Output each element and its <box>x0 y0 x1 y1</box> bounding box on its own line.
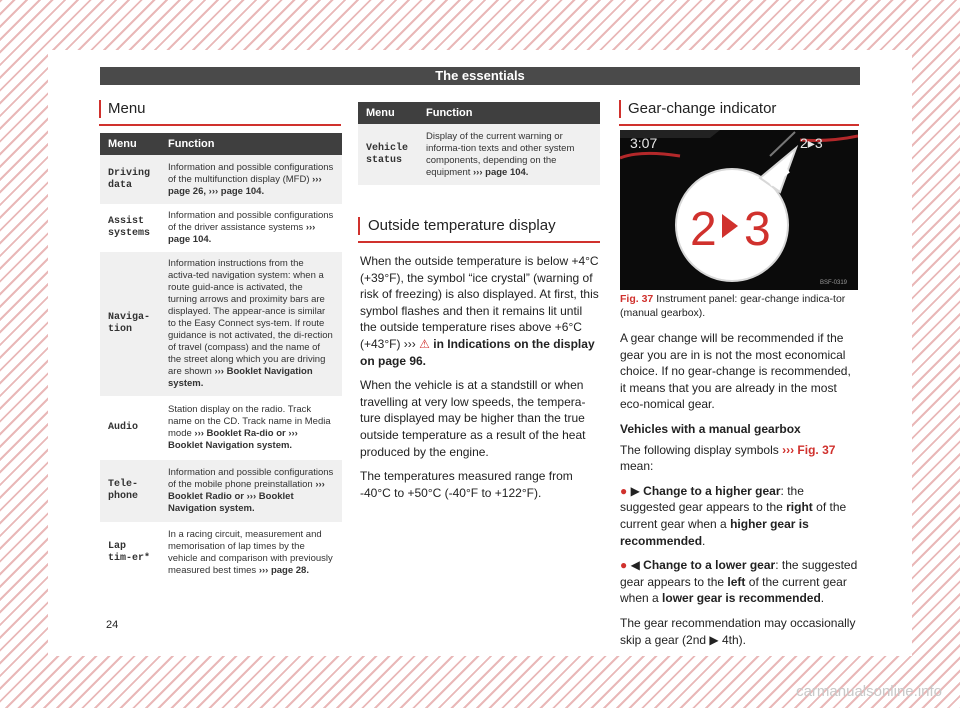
paragraph: When the vehicle is at a standstill or when travelling at very low speeds, the tempera-ture displayed may be higher than the true outside temperature as a result of the heat produced by the engine. <box>360 378 586 459</box>
outside-temp-section-title: Outside temperature display <box>368 217 556 234</box>
page-reference[interactable]: ››› page 104. <box>168 222 316 245</box>
section-rule <box>619 124 859 126</box>
figure-reference[interactable]: ››› Fig. 37 <box>782 442 836 457</box>
arrow-left-icon: ◀ <box>630 558 640 573</box>
section-marker <box>99 100 101 118</box>
menu-function: Information and possible configurations of the driver assistance systems ››› page 104. <box>160 204 342 252</box>
page-reference[interactable]: ››› page 26, ››› page 104. <box>168 173 322 197</box>
menu-function: Information and possible configurations of the multifunction display (MFD) ››› page 26, ››› page 104. <box>160 155 342 204</box>
page-reference[interactable]: ››› Booklet Ra-dio or ››› Booklet Navigation system. <box>168 428 298 451</box>
warning-triangle-icon: ⚠ <box>419 336 430 351</box>
menu-name: Assist systems <box>100 204 160 252</box>
menu-section-title: Menu <box>108 100 146 117</box>
bullet-icon: ● <box>620 483 628 498</box>
table-row <box>100 396 342 460</box>
instrument-panel-illustration <box>620 130 858 290</box>
suggested-gear-number: 3 <box>744 203 771 256</box>
menu-table-continued <box>358 102 600 185</box>
menu-name: Naviga-tion <box>100 252 160 396</box>
page-reference[interactable]: ››› Booklet Navigation system. <box>168 366 313 389</box>
arrow-right-icon: ▶ <box>630 483 640 498</box>
section-marker <box>358 217 360 235</box>
menu-name: Lap tim-er* <box>100 522 160 584</box>
bullet-lower-gear: ● ◀ Change to a lower gear: the suggested gear appears to the left of the current gear when a lower gear is recommended. <box>620 558 858 606</box>
figure-code: BSF-0319 <box>820 280 848 286</box>
section-marker <box>619 100 621 118</box>
table-row <box>100 522 342 584</box>
page-reference[interactable]: in Indications on the display on page 96. <box>360 336 595 368</box>
figure-number: Fig. 37 <box>620 293 654 305</box>
paragraph: The gear recommendation may occasionally skip a gear (2nd ▶ 4th). <box>620 615 856 647</box>
menu-name: Vehicle status <box>358 124 418 185</box>
col-menu-header: Menu <box>100 133 160 155</box>
gear-change-figure <box>620 130 858 290</box>
outside-temp-body <box>360 253 600 509</box>
menu-name: Audio <box>100 396 160 460</box>
table-row <box>100 460 342 522</box>
menu-function: Information and possible configurations of the mobile phone preinstallation ››› Booklet Radio or ››› Booklet Navigation system. <box>160 460 342 522</box>
paragraph: The following display symbols ››› Fig. 37 mean: <box>620 442 836 474</box>
page-reference[interactable]: ››› Booklet Radio or ››› Booklet Navigation system. <box>168 479 325 514</box>
table-row <box>358 124 600 185</box>
page-reference[interactable]: ››› page 28. <box>258 565 309 576</box>
menu-table <box>100 133 342 584</box>
table-row <box>100 252 342 396</box>
figure-caption-text: Instrument panel: gear-change indica-tor (manual gearbox). <box>620 293 846 319</box>
col-function-header: Function <box>160 133 342 155</box>
small-gear-text: 2▸3 <box>800 135 823 151</box>
table-row <box>100 204 342 252</box>
menu-function: Station display on the radio. Track name on the CD. Track name in Media mode ››› Booklet Ra-dio or ››› Booklet Navigation system. <box>160 396 342 460</box>
menu-function: Information instructions from the activa-ted navigation system: when a route guid-ance is activated, the turning arrows and proximity bars are displayed. The appear-ance is similar to the Easy Connect sys-tem. If route guidance is not activated, the di-rection of travel (compass) and the name of the street along which you are driving are shown ››› Booklet Navigation system. <box>160 252 342 396</box>
sub-heading: Vehicles with a manual gearbox <box>620 421 801 436</box>
menu-name: Driving data <box>100 155 160 204</box>
menu-function: In a racing circuit, measurement and memorisation of lap times by the vehicle and comparison with previously measured best times ››› page 28. <box>160 522 342 584</box>
bullet-icon: ● <box>620 558 628 573</box>
col-function-header: Function <box>418 102 600 124</box>
paragraph: The temperatures measured range from -40°C to +50°C (-40°F to +122°F). <box>360 469 573 500</box>
page-reference[interactable]: ››› page 104. <box>473 166 529 178</box>
gear-indicator-body <box>620 330 860 656</box>
watermark: carmanualsonline.info <box>796 683 942 700</box>
arrow-right-icon: ▶ <box>709 632 719 647</box>
page-header: The essentials <box>100 67 860 85</box>
bullet-higher-gear: ● ▶ Change to a higher gear: the suggested gear appears to the right of the current gear when a higher gear is recommended. <box>620 483 847 548</box>
page-number: 24 <box>106 619 119 631</box>
col-menu-header: Menu <box>358 102 418 124</box>
menu-name: Tele-phone <box>100 460 160 522</box>
figure-caption <box>620 292 860 320</box>
paragraph: When the outside temperature is below +4°C (+39°F), the symbol “ice crystal” (warning of risk of freezing) is also displayed. At first, this symbol flashes and then it remains lit until the outside temperature rises above +6°C (+43°F) ››› ⚠ in Indications on the display on page 96. <box>360 254 599 368</box>
current-gear-number: 2 <box>690 203 717 256</box>
gear-indicator-section-title: Gear-change indicator <box>628 100 777 117</box>
table-row <box>100 155 342 204</box>
menu-function: Display of the current warning or informa-tion texts and other system components, depending on the equipment ››› page 104. <box>418 124 600 185</box>
section-rule <box>358 241 600 243</box>
clock-text: 3:07 <box>630 135 658 151</box>
section-rule <box>99 124 341 126</box>
paragraph: A gear change will be recommended if the gear you are in is not the most economical choice. If no gear-change is recommended, it means that you are already in the most eco-nomical gear. <box>620 331 851 412</box>
